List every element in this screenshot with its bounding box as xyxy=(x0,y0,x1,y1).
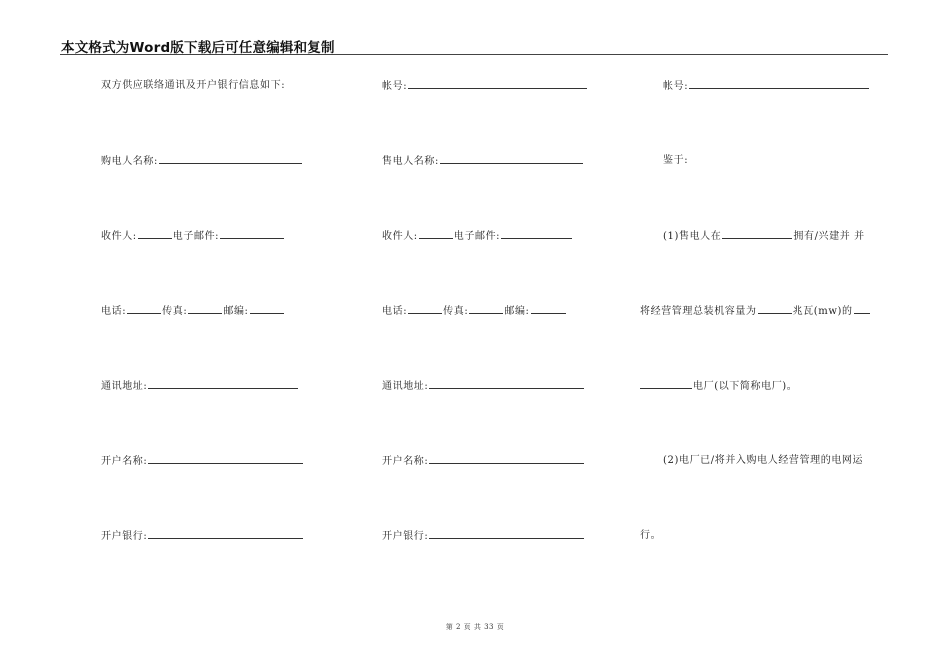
header-divider xyxy=(60,54,888,55)
buyer-fax-label: 传真: xyxy=(162,306,188,317)
seller-postcode-blank xyxy=(531,304,566,314)
buyer-phone-blank xyxy=(127,304,161,314)
buyer-postcode-blank xyxy=(250,304,284,314)
seller-address-row xyxy=(382,379,585,394)
seller-address-blank xyxy=(429,379,584,389)
clause-1-text-a: (1)售电人在 xyxy=(663,231,722,242)
buyer-email-label: 电子邮件: xyxy=(172,231,220,242)
buyer-address-blank xyxy=(148,379,298,389)
clause-1-line-1 xyxy=(663,229,865,244)
seller-account-name-label: 开户名称: xyxy=(382,456,429,467)
seller-recipient-blank xyxy=(419,229,453,239)
seller-name-label: 售电人名称: xyxy=(382,156,439,167)
seller-account-name-row xyxy=(382,454,585,469)
seller-bank-blank xyxy=(429,529,584,539)
clause-1-line-3 xyxy=(640,379,797,394)
buyer-address-row xyxy=(101,379,299,394)
clause-1-name-blank xyxy=(854,304,870,314)
buyer-account-name-blank xyxy=(148,454,303,464)
seller-address-label: 通讯地址: xyxy=(382,381,429,392)
buyer-recipient-label: 收件人: xyxy=(101,231,137,242)
clause-1-text-c: 将经营管理总装机容量为 xyxy=(640,306,757,317)
buyer-recipient-row xyxy=(101,229,285,244)
seller-fax-label: 传真: xyxy=(443,306,469,317)
buyer-name-label: 购电人名称: xyxy=(101,156,158,167)
buyer-name-blank xyxy=(159,154,302,164)
seller-phone-blank xyxy=(408,304,442,314)
buyer-email-blank xyxy=(220,229,284,239)
buyer-bank-row xyxy=(101,529,304,544)
buyer-phone-row xyxy=(101,304,285,319)
col3-account-no-blank xyxy=(689,79,869,89)
clause-1-location-blank xyxy=(722,229,792,239)
seller-bank-label: 开户银行: xyxy=(382,531,429,542)
buyer-account-name-row xyxy=(101,454,304,469)
buyer-name-row xyxy=(101,154,303,169)
col3-account-no-row xyxy=(663,79,870,94)
clause-1-text-d: 兆瓦(mw)的 xyxy=(792,306,853,317)
seller-fax-blank xyxy=(469,304,503,314)
buyer-phone-label: 电话: xyxy=(101,306,127,317)
seller-phone-row xyxy=(382,304,567,319)
seller-name-row xyxy=(382,154,584,169)
clause-1-text-b: 拥有/兴建并 并 xyxy=(793,231,865,242)
whereas-heading: 鉴于: xyxy=(663,155,689,166)
seller-account-no-row xyxy=(382,79,588,94)
buyer-bank-label: 开户银行: xyxy=(101,531,148,542)
clause-1-text-e: 电厂(以下简称电厂)。 xyxy=(693,381,798,392)
buyer-fax-blank xyxy=(188,304,222,314)
seller-email-blank xyxy=(501,229,572,239)
buyer-account-name-label: 开户名称: xyxy=(101,456,148,467)
seller-account-no-label: 帐号: xyxy=(382,81,408,92)
page-number: 第 2 页 共 33 页 xyxy=(445,623,505,631)
col3-account-no-label: 帐号: xyxy=(663,81,689,92)
seller-account-name-blank xyxy=(429,454,584,464)
document-header-title: 本文格式为Word版下载后可任意编辑和复制 xyxy=(61,40,335,56)
buyer-postcode-label: 邮编: xyxy=(223,306,249,317)
clause-1-plant-blank xyxy=(640,379,692,389)
seller-postcode-label: 邮编: xyxy=(504,306,530,317)
contact-intro: 双方供应联络通讯及开户银行信息如下: xyxy=(101,80,286,91)
buyer-recipient-blank xyxy=(138,229,172,239)
clause-2-line-1: (2)电厂已/将并入购电人经营管理的电网运 xyxy=(663,455,864,466)
seller-phone-label: 电话: xyxy=(382,306,408,317)
buyer-bank-blank xyxy=(148,529,303,539)
seller-bank-row xyxy=(382,529,585,544)
seller-recipient-row xyxy=(382,229,573,244)
clause-2-line-2: 行。 xyxy=(640,530,662,541)
buyer-address-label: 通讯地址: xyxy=(101,381,148,392)
seller-recipient-label: 收件人: xyxy=(382,231,418,242)
seller-email-label: 电子邮件: xyxy=(453,231,501,242)
seller-account-no-blank xyxy=(408,79,587,89)
clause-1-line-2 xyxy=(640,304,871,319)
clause-1-capacity-blank xyxy=(758,304,792,314)
seller-name-blank xyxy=(440,154,583,164)
